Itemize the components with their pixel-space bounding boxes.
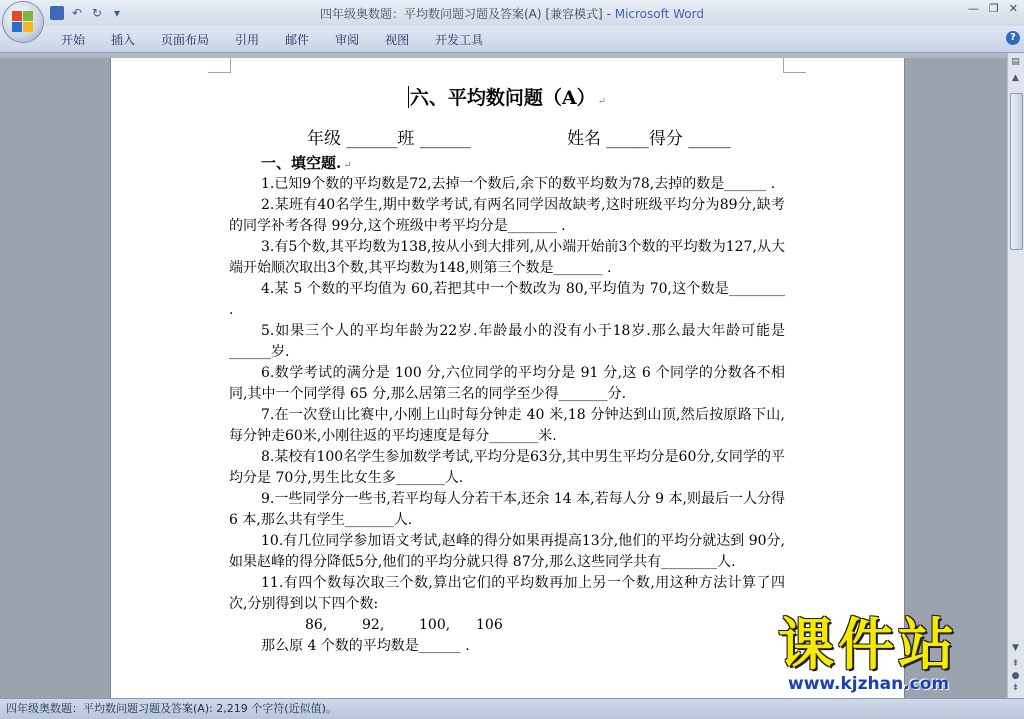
tab-review[interactable]: 审阅 [335,33,360,47]
customize-toolbar-icon[interactable]: ▾ [113,6,121,20]
help-icon[interactable]: ? [1006,31,1020,45]
question-11-answer-line: 那么原 4 个数的平均数是______ . [261,638,470,654]
question-7: 7.在一次登山比赛中,小刚上山时每分钟走 40 米,18 分钟达到山顶,然后按原路下山,每分钟走60米,小刚往返的平均速度是每分_______米. [229,407,785,444]
number-item: 106 [476,617,503,633]
restore-icon[interactable]: ❐ [988,2,999,15]
question-11: 11.有四个数每次取三个数,算出它们的平均数再加上另一个数,用这种方法计算了四次,分别得到以下四个数: [229,575,785,612]
section-heading-text: 一、填空题. [261,154,342,172]
status-bar [0,698,1024,719]
section-heading [261,152,785,174]
question-4: 4.某 5 个数的平均值为 60,若把其中一个数改为 80,平均值为 70,这个数是________ . [229,281,785,318]
name-score-field: 姓名 _____得分 _____ [567,129,731,149]
browse-object-icon[interactable]: ● [1011,671,1020,681]
question-9: 9.一些同学分一些书,若平均每人分若干本,还余 14 本,若每人分 9 本,则最后一人分得 6 本,那么共有学生_______人. [229,491,785,528]
window-controls [968,2,1018,15]
tab-insert[interactable]: 插入 [111,33,136,47]
margin-corner-left [208,58,231,73]
window-title-app: Microsoft Word [614,7,704,21]
document-title-text: 六、平均数问题（A） [409,87,596,109]
next-page-icon[interactable]: ⇟ [1011,683,1020,693]
question-10: 10.有几位同学参加语文考试,赵峰的得分如果再提高13分,他们的平均分就达到 90分,如果赵峰的得分降低5分,他们的平均分就只得 87分,那么这些同学共有________人. [229,533,785,570]
undo-icon[interactable]: ↶ [71,6,83,20]
ruler-toggle-icon[interactable]: ▤ [1011,57,1020,67]
question-1: 1.已知9个数的平均数是72,去掉一个数后,余下的数平均数为78,去掉的数是______ . [261,176,776,192]
text-cursor [408,86,409,108]
grade-class-field: 年级 ______班 ______ [307,129,471,149]
window-title [0,5,1024,22]
document-page[interactable] [111,58,904,698]
paragraph-mark-icon: ↵ [597,96,607,107]
scroll-down-icon[interactable]: ▼ [1012,643,1019,653]
question-11-numbers [229,615,785,636]
number-item: 92, [362,617,385,633]
tab-page-layout[interactable]: 页面布局 [161,33,210,47]
title-bar [0,0,1024,26]
watermark-logo [778,613,1018,696]
question-8: 8.某校有100名学生参加数学考试,平均分是63分,其中男生平均分是60分,女同学的平均分是 70分,男生比女生多_______人. [229,449,785,486]
number-item: 100, [419,617,451,633]
number-item: 86, [305,617,328,633]
window-title-separator: - [602,7,615,21]
scroll-thumb[interactable] [1010,93,1023,250]
minimize-icon[interactable]: — [967,2,979,15]
office-button[interactable] [3,2,43,42]
ribbon [0,26,1024,53]
question-6: 6.数学考试的满分是 100 分,六位同学的平均分是 91 分,这 6 个同学的分数各不相同,其中一个同学得 65 分,那么居第三名的同学至少得_______分. [229,365,785,402]
previous-page-icon[interactable]: ⇞ [1011,659,1020,669]
office-logo-icon [12,11,34,33]
tab-references[interactable]: 引用 [235,33,260,47]
document-title [229,83,785,113]
window-title-document: 四年级奥数题：平均数问题习题及答案(A) [兼容模式] [319,7,603,21]
watermark-url: www.kjzhan.com [788,674,950,694]
scroll-up-icon[interactable]: ▲ [1012,73,1019,83]
close-icon[interactable]: ✕ [1008,2,1018,15]
status-text: 四年级奥数题：平均数问题习题及答案(A): 2,219 个字符(近似值)。 [6,702,337,715]
redo-icon[interactable]: ↻ [91,6,103,20]
paragraph-mark-icon: ↵ [343,160,352,171]
tab-home[interactable]: 开始 [61,33,86,47]
question-2: 2.某班有40名学生,期中数学考试,有两名同学因故缺考,这时班级平均分为89分,缺考的同学补考各得 99分,这个班级中考平均分是_______ . [229,197,785,234]
question-3: 3.有5个数,其平均数为138,按从小到大排列,从小端开始前3个数的平均数为127,从大端开始顺次取出3个数,其平均数为148,则第三个数是_______ . [229,239,785,276]
question-5: 5.如果三个人的平均年龄为22岁.年龄最小的没有小于18岁.那么最大年龄可能是______岁. [229,323,785,360]
watermark-text: 课件站 [778,613,958,678]
tab-mailings[interactable]: 邮件 [285,33,310,47]
tab-developer[interactable]: 开发工具 [435,33,484,47]
ribbon-tabs [48,31,496,48]
tab-view[interactable]: 视图 [385,33,410,47]
margin-corner-right [783,58,806,73]
student-info-line [229,124,785,152]
vertical-scrollbar[interactable] [1007,53,1024,698]
document-body[interactable] [229,80,785,657]
